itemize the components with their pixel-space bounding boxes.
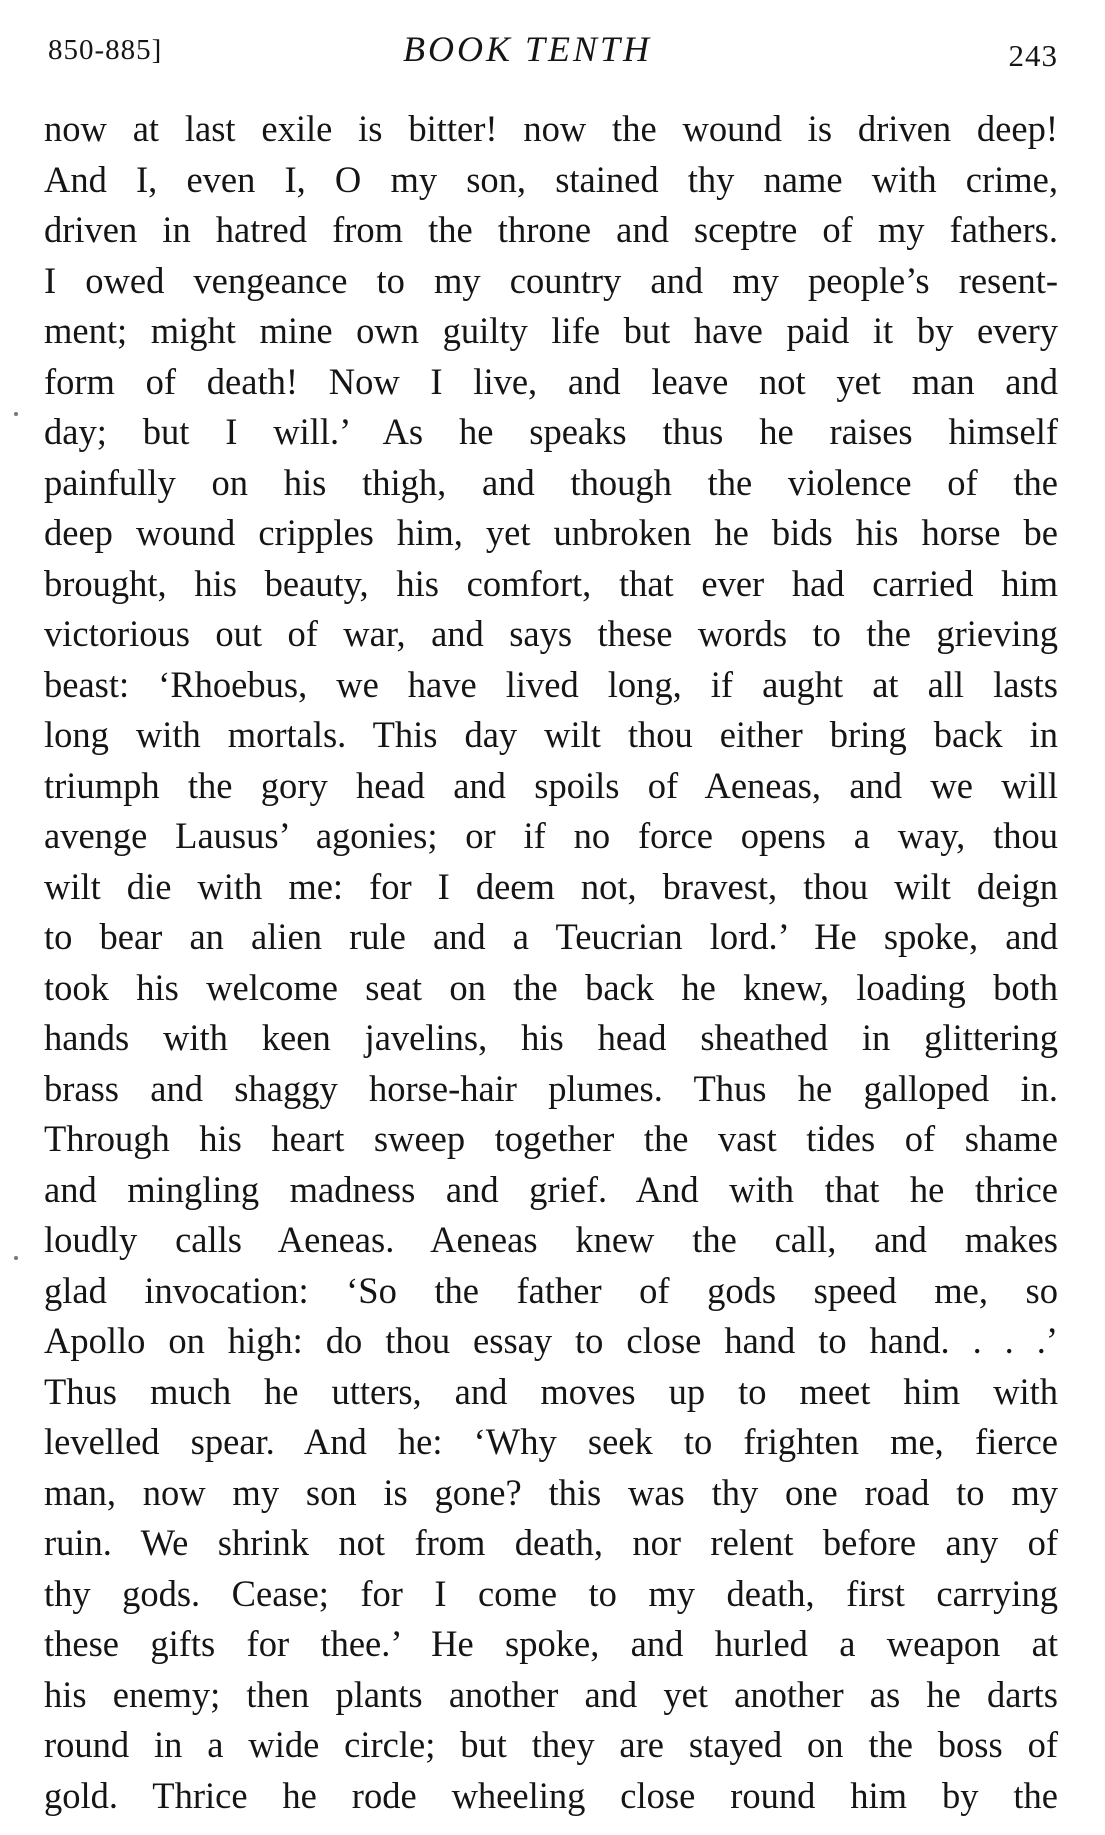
running-header (48, 28, 1058, 78)
text-line: victorious out of war, and says these words to the grieving (44, 613, 1058, 654)
text-line: And I, even I, O my son, stained thy name with crime, (44, 158, 1058, 200)
text-line: Apollo on high: do thou essay to close hand to hand. . . .’ (44, 1320, 1058, 1361)
text-line: hands with keen javelins, his head sheathed in glittering (44, 1017, 1058, 1058)
text-line: ment; might mine own guilty life but have paid it by every (44, 310, 1058, 351)
text-line: loudly calls Aeneas. Aeneas knew the call, and makes (44, 1219, 1058, 1260)
line-range: 850-885] (48, 34, 163, 66)
body-text (44, 104, 1058, 1821)
text-line: brought, his beauty, his comfort, that ever had carried him (44, 562, 1058, 604)
text-line: I owed vengeance to my country and my people’s resent- (44, 259, 1058, 301)
text-line: wilt die with me: for I deem not, bravest, thou wilt deign (44, 865, 1058, 907)
text-line: round in a wide circle; but they are stayed on the boss of (44, 1724, 1058, 1765)
text-line: gold. Thrice he rode wheeling close round him by the (44, 1774, 1058, 1816)
text-line: day; but I will.’ As he speaks thus he raises himself (44, 411, 1058, 452)
text-line: and mingling madness and grief. And with that he thrice (44, 1168, 1058, 1210)
text-line: now at last exile is bitter! now the wound is driven deep! (44, 108, 1058, 149)
text-line: driven in hatred from the throne and sceptre of my fathers. (44, 209, 1058, 250)
text-line: Through his heart sweep together the vast tides of shame (44, 1118, 1058, 1159)
text-line: painfully on his thigh, and though the violence of the (44, 461, 1058, 503)
text-line: triumph the gory head and spoils of Aeneas, and we will (44, 764, 1058, 806)
text-line: deep wound cripples him, yet unbroken he bids his horse be (44, 512, 1058, 553)
text-line: these gifts for thee.’ He spoke, and hurled a weapon at (44, 1623, 1058, 1664)
margin-mark (14, 412, 18, 416)
text-line: to bear an alien rule and a Teucrian lord.’ He spoke, and (44, 916, 1058, 957)
text-line: took his welcome seat on the back he knew, loading both (44, 966, 1058, 1008)
text-line: beast: ‘Rhoebus, we have lived long, if aught at all lasts (44, 663, 1058, 705)
text-line: levelled spear. And he: ‘Why seek to frighten me, fierce (44, 1421, 1058, 1462)
text-line: thy gods. Cease; for I come to my death, first carrying (44, 1572, 1058, 1614)
text-line: ruin. We shrink not from death, nor relent before any of (44, 1522, 1058, 1563)
book-title: BOOK TENTH (403, 29, 653, 69)
text-line: long with mortals. This day wilt thou either bring back in (44, 714, 1058, 755)
page-number: 243 (1008, 38, 1058, 73)
text-line: Thus much he utters, and moves up to meet him with (44, 1370, 1058, 1412)
text-line: avenge Lausus’ agonies; or if no force opens a way, thou (44, 815, 1058, 856)
text-line: his enemy; then plants another and yet another as he darts (44, 1673, 1058, 1715)
text-line: brass and shaggy horse-hair plumes. Thus he galloped in. (44, 1067, 1058, 1109)
margin-mark (14, 1256, 18, 1260)
text-line: man, now my son is gone? this was thy one road to my (44, 1471, 1058, 1513)
text-line: form of death! Now I live, and leave not yet man and (44, 360, 1058, 402)
text-line: glad invocation: ‘So the father of gods speed me, so (44, 1269, 1058, 1311)
